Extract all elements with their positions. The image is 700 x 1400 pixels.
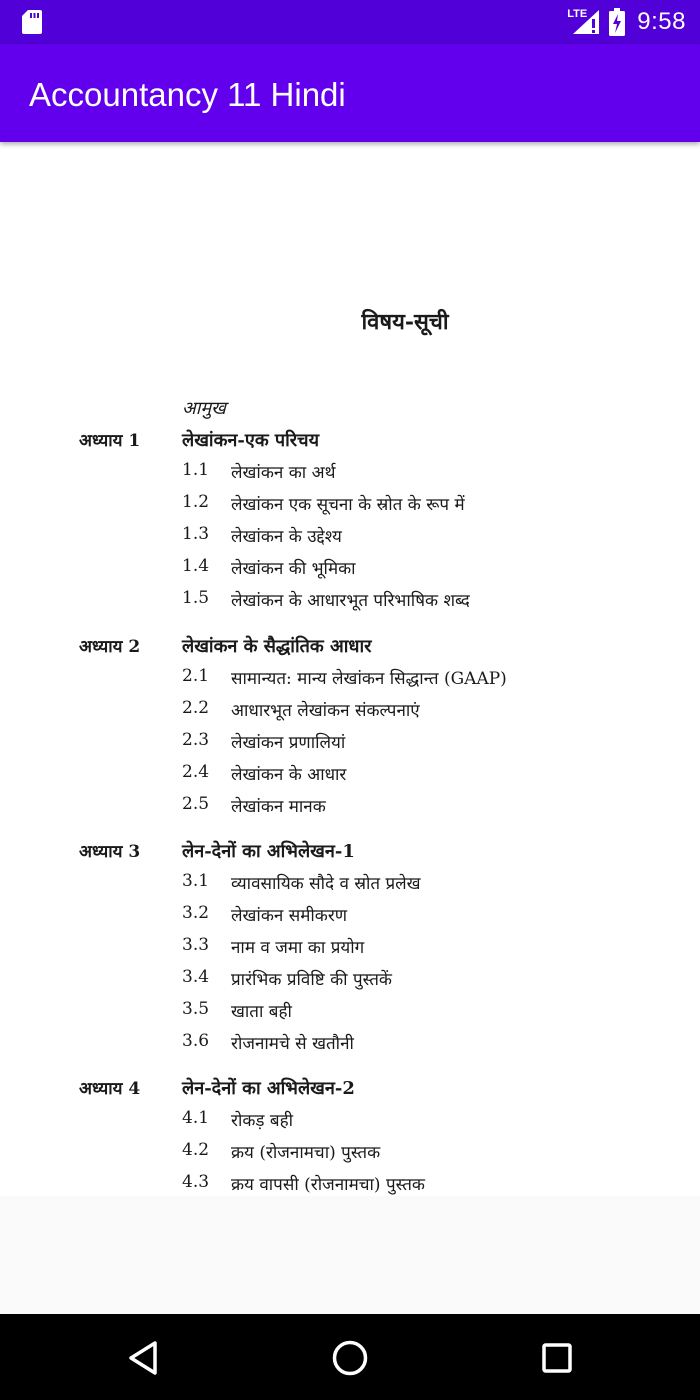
section-number: 1.3 (182, 524, 210, 544)
chapter-label: अध्याय 3 (79, 842, 141, 862)
chapter-heading[interactable] (0, 428, 700, 454)
toc-title: विषय-सूची (361, 309, 449, 335)
section-number: 4.1 (182, 1108, 210, 1128)
toc-foreword[interactable]: आमुख (182, 398, 226, 419)
section-number: 1.5 (182, 588, 210, 608)
toc-section[interactable] (0, 1140, 700, 1166)
section-number: 1.1 (182, 460, 210, 480)
toc-section[interactable] (0, 871, 700, 897)
toc-section[interactable] (0, 492, 700, 518)
section-number: 4.2 (182, 1140, 210, 1160)
section-title: व्यावसायिक सौदे व स्रोत प्रलेख (231, 874, 421, 894)
section-number: 2.4 (182, 762, 210, 782)
section-title: लेखांकन समीकरण (231, 906, 348, 926)
section-title: आधारभूत लेखांकन संकल्पनाएं (231, 701, 420, 721)
section-number: 3.1 (182, 871, 210, 891)
toc-section[interactable] (0, 460, 700, 486)
section-title: लेखांकन के आधारभूत परिभाषिक शब्द (231, 591, 470, 611)
section-title: लेखांकन का अर्थ (231, 463, 336, 483)
toc-section[interactable] (0, 666, 700, 692)
section-title: लेखांकन की भूमिका (231, 559, 356, 579)
chapter-title: लेन-देनों का अभिलेखन-2 (182, 1078, 355, 1099)
toc-section[interactable] (0, 762, 700, 788)
back-button[interactable] (121, 1336, 165, 1380)
section-number: 2.2 (182, 698, 210, 718)
home-circle-icon (331, 1339, 369, 1377)
network-type-label: LTE (567, 8, 588, 20)
section-title: खाता बही (231, 1002, 292, 1022)
section-title: लेखांकन एक सूचना के स्रोत के रूप में (231, 495, 465, 515)
section-title: लेखांकन प्रणालियां (231, 733, 346, 753)
section-title: रोजनामचे से खतौनी (231, 1034, 354, 1054)
toc-section[interactable] (0, 698, 700, 724)
toc-section[interactable] (0, 588, 700, 614)
section-number: 3.3 (182, 935, 210, 955)
section-number: 2.1 (182, 666, 210, 686)
toc-section[interactable] (0, 967, 700, 993)
chapter-title: लेन-देनों का अभिलेखन-1 (182, 841, 355, 862)
chapter-heading[interactable] (0, 1076, 700, 1102)
sd-card-icon (22, 10, 42, 34)
toc-section[interactable] (0, 903, 700, 929)
toc-section[interactable] (0, 1031, 700, 1057)
chapter-title: लेखांकन-एक परिचय (182, 430, 320, 451)
empty-area (0, 1196, 700, 1314)
toc-section[interactable] (0, 794, 700, 820)
recents-square-icon (541, 1342, 573, 1374)
back-triangle-icon (127, 1340, 159, 1376)
status-bar (0, 0, 700, 44)
chapter-title: लेखांकन के सैद्धांतिक आधार (182, 636, 372, 657)
section-number: 1.4 (182, 556, 210, 576)
section-title: प्रारंभिक प्रविष्टि की पुस्तकें (231, 970, 392, 990)
recents-button[interactable] (535, 1336, 579, 1380)
section-title: रोकड़ बही (231, 1111, 294, 1131)
battery-charging-icon (609, 8, 625, 36)
toc-section[interactable] (0, 524, 700, 550)
section-title: सामान्यत: मान्य लेखांकन सिद्धान्त (GAAP) (231, 669, 507, 689)
section-title: लेखांकन के उद्देश्य (231, 527, 342, 547)
toc-section[interactable] (0, 556, 700, 582)
toc-section[interactable] (0, 1172, 700, 1198)
chapter-label: अध्याय 1 (79, 431, 141, 451)
section-number: 3.6 (182, 1031, 210, 1051)
section-number: 2.5 (182, 794, 210, 814)
navigation-bar (0, 1314, 700, 1400)
section-number: 3.4 (182, 967, 210, 987)
app-bar (0, 44, 700, 142)
chapter-heading[interactable] (0, 839, 700, 865)
toc-section[interactable] (0, 730, 700, 756)
clock: 9:58 (637, 8, 686, 35)
app-title: Accountancy 11 Hindi (29, 76, 346, 113)
section-number: 2.3 (182, 730, 210, 750)
toc-section[interactable] (0, 935, 700, 961)
toc-section[interactable] (0, 1108, 700, 1134)
section-number: 4.3 (182, 1172, 210, 1192)
section-title: क्रय (रोजनामचा) पुस्तक (231, 1143, 381, 1163)
section-number: 1.2 (182, 492, 210, 512)
section-number: 3.2 (182, 903, 210, 923)
home-button[interactable] (328, 1336, 372, 1380)
chapter-heading[interactable] (0, 634, 700, 660)
signal-icon (573, 10, 599, 34)
section-title: नाम व जमा का प्रयोग (231, 938, 365, 958)
toc-section[interactable] (0, 999, 700, 1025)
section-title: लेखांकन मानक (231, 797, 326, 817)
section-title: लेखांकन के आधार (231, 765, 347, 785)
section-number: 3.5 (182, 999, 210, 1019)
document-page[interactable] (0, 142, 700, 1196)
chapter-label: अध्याय 2 (79, 637, 141, 657)
chapter-label: अध्याय 4 (79, 1079, 141, 1099)
section-title: क्रय वापसी (रोजनामचा) पुस्तक (231, 1175, 425, 1195)
